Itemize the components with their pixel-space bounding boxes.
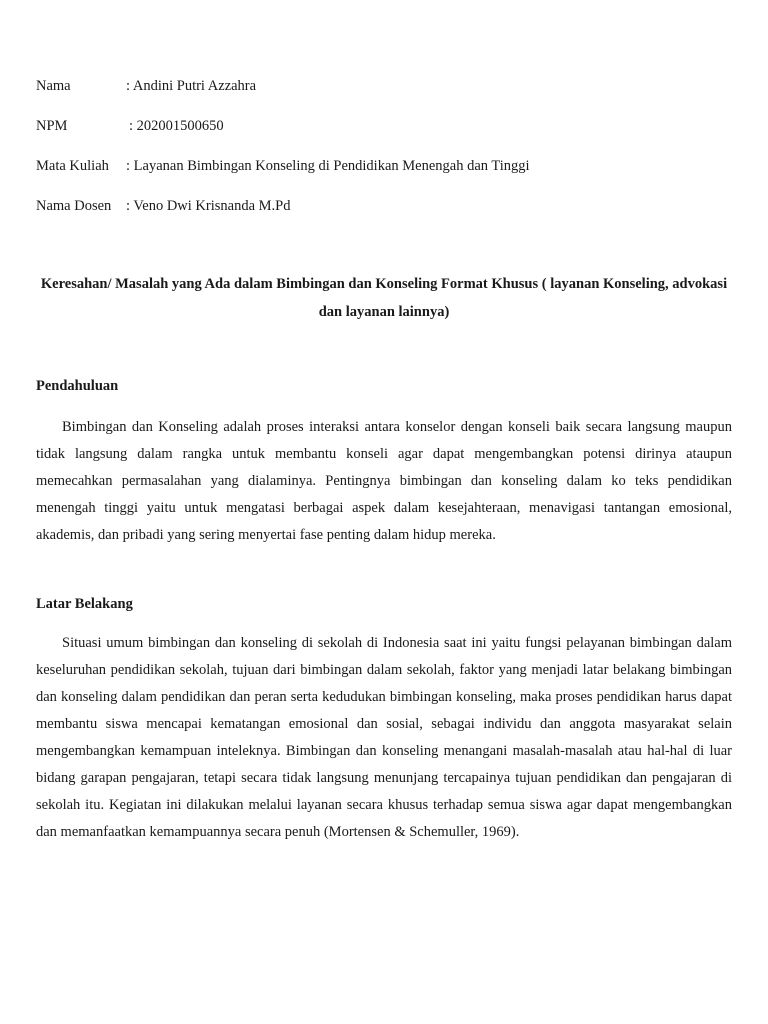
info-value: : 202001500650 — [129, 118, 224, 134]
info-value: : Veno Dwi Krisnanda M.Pd — [126, 198, 291, 214]
info-row-name — [36, 78, 736, 98]
section-heading-pendahuluan: Pendahuluan — [36, 378, 119, 394]
info-label: Nama Dosen — [36, 198, 112, 214]
info-row-lecturer — [36, 198, 736, 218]
info-label: Mata Kuliah — [36, 158, 109, 174]
section-body-pendahuluan: Bimbingan dan Konseling adalah proses interaksi antara konselor dengan konseli baik secara langsung maupun tidak langsung dalam rangka untuk membantu konseli agar dapat mengembangkan potensi dirinya ataupun memecahkan permasalahan yang dialaminya. Pentingnya bimbingan dan konseling dalam ko teks pendidikan menengah tinggi yaitu untuk mengatasi berbagai aspek dalam kesejahteraan, menavigasi tantangan emosional, akademis, dan pribadi yang sering menyertai fase penting dalam hidup mereka. — [36, 419, 732, 543]
info-label: Nama — [36, 78, 71, 94]
section-heading-latar-belakang: Latar Belakang — [36, 596, 133, 612]
info-row-npm — [36, 118, 736, 138]
info-value: : Andini Putri Azzahra — [126, 78, 257, 94]
info-value: : Layanan Bimbingan Konseling di Pendidikan Menengah dan Tinggi — [126, 158, 530, 174]
section-body-latar-belakang: Situasi umum bimbingan dan konseling di sekolah di Indonesia saat ini yaitu fungsi pelayanan bimbingan dalam keseluruhan pendidikan sekolah, tujuan dari bimbingan dalam sekolah, faktor yang menjadi latar belakang bimbingan dan konseling dalam pendidikan dan peran serta kedudukan bimbingan konseling, maka proses pendidikan harus dapat membantu siswa mencapai kematangan emosional dan sosial, sebagai individu dan anggota masyarakat selain mengembangkan kemampuan inteleknya. Bimbingan dan konseling menangani masalah-masalah atau hal-hal di luar bidang garapan pengajaran, tetapi secara tidak langsung menunjang tercapainya tujuan pendidikan dan pengajaran di sekolah itu. Kegiatan ini dilakukan melalui layanan secara khusus terhadap semua siswa agar dapat mengembangkan dan memanfaatkan kemampuannya secara penuh (Mortensen & Schemuller, 1969). — [36, 635, 732, 840]
info-label: NPM — [36, 118, 68, 134]
document-title: Keresahan/ Masalah yang Ada dalam Bimbingan dan Konseling Format Khusus ( layanan Konseling, advokasi dan layanan lainnya) — [40, 276, 728, 320]
student-info — [36, 78, 736, 238]
info-row-course — [36, 158, 736, 178]
